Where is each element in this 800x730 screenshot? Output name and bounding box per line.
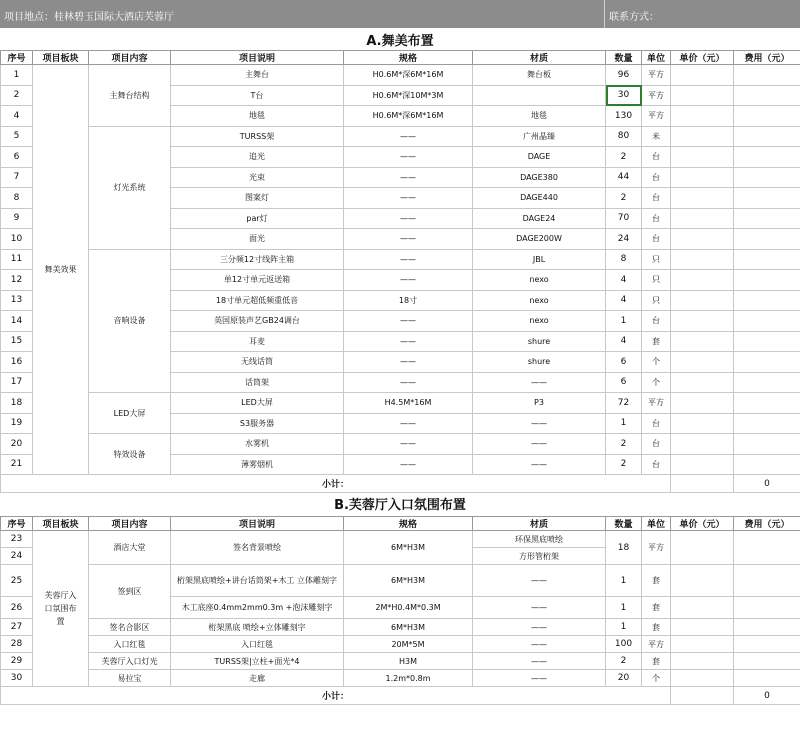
- col-module-header: 项目板块: [33, 517, 89, 531]
- material-cell[interactable]: DAGE440: [473, 188, 606, 209]
- price-cell[interactable]: [671, 126, 734, 147]
- project-location: 项目地点：桂林碧玉国际大酒店芙蓉厅: [4, 12, 174, 23]
- price-cell[interactable]: [671, 290, 734, 311]
- row-number: 7: [1, 167, 33, 188]
- material-cell[interactable]: nexo: [473, 270, 606, 291]
- price-cell[interactable]: [671, 167, 734, 188]
- price-cell[interactable]: [671, 65, 734, 86]
- cost-cell[interactable]: [734, 331, 800, 352]
- row-number: 4: [1, 106, 33, 127]
- qty-cell[interactable]: 1: [606, 619, 642, 636]
- spec-cell[interactable]: ——: [344, 208, 473, 229]
- cost-cell[interactable]: [734, 229, 800, 250]
- qty-cell[interactable]: 2: [606, 434, 642, 455]
- cost-cell[interactable]: [734, 65, 800, 86]
- spec-cell[interactable]: 2M*H0.4M*0.3M: [344, 597, 473, 619]
- desc-cell[interactable]: par灯: [171, 208, 344, 229]
- price-cell[interactable]: [671, 565, 734, 597]
- unit-cell[interactable]: 平方: [642, 65, 671, 86]
- material-cell[interactable]: ——: [473, 653, 606, 670]
- qty-cell[interactable]: 100: [606, 636, 642, 653]
- spec-cell[interactable]: ——: [344, 126, 473, 147]
- unit-cell[interactable]: 台: [642, 434, 671, 455]
- desc-cell[interactable]: 主舞台: [171, 65, 344, 86]
- price-cell[interactable]: [671, 636, 734, 653]
- row-number: 28: [1, 636, 33, 653]
- cost-cell[interactable]: [734, 454, 800, 475]
- row-number: 27: [1, 619, 33, 636]
- cost-cell[interactable]: [734, 393, 800, 414]
- content-cell: 签名合影区: [89, 619, 171, 636]
- col-qty-header: 数量: [606, 517, 642, 531]
- row-number: 26: [1, 597, 33, 619]
- price-cell[interactable]: [671, 106, 734, 127]
- material-cell[interactable]: nexo: [473, 311, 606, 332]
- qty-cell[interactable]: 1: [606, 413, 642, 434]
- material-cell[interactable]: P3: [473, 393, 606, 414]
- table-row: [1, 565, 800, 597]
- qty-cell[interactable]: 130: [606, 106, 642, 127]
- price-cell[interactable]: [671, 393, 734, 414]
- row-number: 18: [1, 393, 33, 414]
- content-cell: LED大屏: [89, 393, 171, 434]
- subtotal-spacer: [671, 475, 734, 493]
- col-price-header: 单价（元）: [671, 51, 734, 65]
- spec-cell[interactable]: 1.2m*0.8m: [344, 670, 473, 687]
- spec-cell[interactable]: 18寸: [344, 290, 473, 311]
- material-cell[interactable]: ——: [473, 434, 606, 455]
- material-cell[interactable]: DAGE24: [473, 208, 606, 229]
- price-cell[interactable]: [671, 249, 734, 270]
- material-cell[interactable]: ——: [473, 565, 606, 597]
- unit-cell[interactable]: 只: [642, 290, 671, 311]
- unit-cell[interactable]: 台: [642, 311, 671, 332]
- cost-cell[interactable]: [734, 85, 800, 106]
- contact-label: 联系方式：: [609, 12, 659, 23]
- material-cell[interactable]: shure: [473, 352, 606, 373]
- price-cell[interactable]: [671, 413, 734, 434]
- spec-cell[interactable]: H0.6M*深6M*16M: [344, 106, 473, 127]
- cost-cell[interactable]: [734, 653, 800, 670]
- content-cell: 特效设备: [89, 434, 171, 475]
- qty-cell[interactable]: 72: [606, 393, 642, 414]
- cost-cell[interactable]: [734, 352, 800, 373]
- unit-cell[interactable]: 只: [642, 270, 671, 291]
- price-cell[interactable]: [671, 147, 734, 168]
- content-cell: 音响设备: [89, 249, 171, 393]
- material-cell[interactable]: 广州晶臻: [473, 126, 606, 147]
- material-cell[interactable]: shure: [473, 331, 606, 352]
- price-cell[interactable]: [671, 208, 734, 229]
- spec-cell[interactable]: ——: [344, 270, 473, 291]
- spec-cell[interactable]: ——: [344, 352, 473, 373]
- unit-cell[interactable]: 个: [642, 352, 671, 373]
- material-cell[interactable]: ——: [473, 619, 606, 636]
- material-cell[interactable]: nexo: [473, 290, 606, 311]
- qty-cell[interactable]: 96: [606, 65, 642, 86]
- desc-cell[interactable]: 单12寸单元返送箱: [171, 270, 344, 291]
- qty-cell[interactable]: 18: [606, 531, 642, 565]
- table-row: [1, 65, 800, 86]
- material-cell[interactable]: DAGE380: [473, 167, 606, 188]
- spec-cell[interactable]: ——: [344, 434, 473, 455]
- row-number: 29: [1, 653, 33, 670]
- row-number: 13: [1, 290, 33, 311]
- unit-cell[interactable]: 套: [642, 653, 671, 670]
- unit-cell[interactable]: 个: [642, 372, 671, 393]
- row-number: 14: [1, 311, 33, 332]
- desc-cell[interactable]: 英国原装声艺GB24调台: [171, 311, 344, 332]
- qty-cell[interactable]: 4: [606, 331, 642, 352]
- col-cost-header: 费用（元）: [734, 51, 800, 65]
- desc-cell[interactable]: 木工底座0.4mm2mm0.3m +泡沫雕刻字: [171, 597, 344, 619]
- table-row: [1, 434, 800, 455]
- unit-cell[interactable]: 台: [642, 188, 671, 209]
- desc-cell[interactable]: 光束: [171, 167, 344, 188]
- subtotal-label: 小计：: [1, 475, 671, 493]
- cost-cell[interactable]: [734, 413, 800, 434]
- table-row: [1, 670, 800, 687]
- material-cell[interactable]: 环保黑底喷绘: [473, 531, 606, 548]
- col-price-header: 单价（元）: [671, 517, 734, 531]
- spec-cell[interactable]: ——: [344, 167, 473, 188]
- price-cell[interactable]: [671, 619, 734, 636]
- cost-cell[interactable]: [734, 106, 800, 127]
- price-cell[interactable]: [671, 85, 734, 106]
- col-unit-header: 单位: [642, 51, 671, 65]
- row-number: 23: [1, 531, 33, 548]
- row-number: 20: [1, 434, 33, 455]
- desc-cell[interactable]: 桁架黑底 喷绘+立体雕刻字: [171, 619, 344, 636]
- desc-cell[interactable]: 地毯: [171, 106, 344, 127]
- cost-cell[interactable]: [734, 565, 800, 597]
- cost-cell[interactable]: [734, 619, 800, 636]
- price-cell[interactable]: [671, 229, 734, 250]
- section-a-title: A.舞美布置: [366, 34, 434, 49]
- desc-cell[interactable]: 无线话筒: [171, 352, 344, 373]
- row-number: 2: [1, 85, 33, 106]
- desc-cell[interactable]: LED大屏: [171, 393, 344, 414]
- unit-cell[interactable]: 台: [642, 208, 671, 229]
- table-row: [1, 393, 800, 414]
- material-cell[interactable]: 地毯: [473, 106, 606, 127]
- spec-cell[interactable]: H4.5M*16M: [344, 393, 473, 414]
- col-cost-header: 费用（元）: [734, 517, 800, 531]
- desc-cell[interactable]: 话筒架: [171, 372, 344, 393]
- material-cell[interactable]: JBL: [473, 249, 606, 270]
- spec-cell[interactable]: 20M*5M: [344, 636, 473, 653]
- unit-cell[interactable]: 套: [642, 331, 671, 352]
- unit-cell[interactable]: 米: [642, 126, 671, 147]
- desc-cell[interactable]: T台: [171, 85, 344, 106]
- spec-cell[interactable]: ——: [344, 454, 473, 475]
- material-cell[interactable]: DAGE: [473, 147, 606, 168]
- subtotal-label: 小计：: [1, 687, 671, 705]
- spec-cell[interactable]: H0.6M*深6M*16M: [344, 65, 473, 86]
- spec-cell[interactable]: ——: [344, 249, 473, 270]
- qty-cell[interactable]: 70: [606, 208, 642, 229]
- cost-cell[interactable]: [734, 636, 800, 653]
- price-cell[interactable]: [671, 434, 734, 455]
- content-cell: 酒店大堂: [89, 531, 171, 565]
- section-b-table: [0, 516, 800, 705]
- qty-cell[interactable]: 4: [606, 290, 642, 311]
- qty-cell[interactable]: 1: [606, 311, 642, 332]
- col-no-header: 序号: [1, 517, 33, 531]
- desc-cell[interactable]: 三分频12寸线阵主箱: [171, 249, 344, 270]
- unit-cell[interactable]: 平方: [642, 636, 671, 653]
- col-content-header: 项目内容: [89, 51, 171, 65]
- row-number: 25: [1, 565, 33, 597]
- cost-cell[interactable]: [734, 434, 800, 455]
- unit-cell[interactable]: 只: [642, 249, 671, 270]
- spec-cell[interactable]: ——: [344, 331, 473, 352]
- unit-cell[interactable]: 台: [642, 167, 671, 188]
- col-spec-header: 规格: [344, 51, 473, 65]
- col-spec-header: 规格: [344, 517, 473, 531]
- material-cell[interactable]: 方形管桁架: [473, 548, 606, 565]
- unit-cell[interactable]: 台: [642, 147, 671, 168]
- price-cell[interactable]: [671, 352, 734, 373]
- qty-cell[interactable]: 2: [606, 188, 642, 209]
- row-number: 30: [1, 670, 33, 687]
- desc-cell[interactable]: 耳麦: [171, 331, 344, 352]
- material-cell[interactable]: 舞台板: [473, 65, 606, 86]
- row-number: 8: [1, 188, 33, 209]
- desc-cell[interactable]: 水雾机: [171, 434, 344, 455]
- subtotal-value[interactable]: 0: [734, 475, 800, 493]
- cost-cell[interactable]: [734, 249, 800, 270]
- content-cell: 灯光系统: [89, 126, 171, 249]
- unit-cell[interactable]: 个: [642, 670, 671, 687]
- desc-cell[interactable]: 18寸单元超低频重低音: [171, 290, 344, 311]
- section-b-header-row: [1, 517, 800, 531]
- row-number: 24: [1, 548, 33, 565]
- cost-cell[interactable]: [734, 597, 800, 619]
- row-number: 16: [1, 352, 33, 373]
- qty-cell[interactable]: 44: [606, 167, 642, 188]
- table-row: [1, 249, 800, 270]
- cost-cell[interactable]: [734, 167, 800, 188]
- col-unit-header: 单位: [642, 517, 671, 531]
- unit-cell[interactable]: 平方: [642, 393, 671, 414]
- col-no-header: 序号: [1, 51, 33, 65]
- material-cell[interactable]: DAGE200W: [473, 229, 606, 250]
- table-row: [1, 531, 800, 548]
- spec-cell[interactable]: ——: [344, 147, 473, 168]
- qty-cell[interactable]: 1: [606, 597, 642, 619]
- content-cell: 签到区: [89, 565, 171, 619]
- qty-cell[interactable]: 6: [606, 372, 642, 393]
- row-number: 6: [1, 147, 33, 168]
- table-row: [1, 653, 800, 670]
- price-cell[interactable]: [671, 331, 734, 352]
- module-cell: 舞美效果: [33, 65, 89, 475]
- subtotal-row: [1, 475, 800, 493]
- unit-cell[interactable]: 平方: [642, 531, 671, 565]
- subtotal-value[interactable]: 0: [734, 687, 800, 705]
- qty-cell[interactable]: 1: [606, 565, 642, 597]
- spec-cell[interactable]: ——: [344, 229, 473, 250]
- qty-cell[interactable]: 2: [606, 454, 642, 475]
- material-cell[interactable]: ——: [473, 454, 606, 475]
- unit-cell[interactable]: 平方: [642, 106, 671, 127]
- spec-cell[interactable]: 6M*H3M: [344, 619, 473, 636]
- cost-cell[interactable]: [734, 531, 800, 565]
- cost-cell[interactable]: [734, 126, 800, 147]
- price-cell[interactable]: [671, 372, 734, 393]
- cost-cell[interactable]: [734, 208, 800, 229]
- unit-cell[interactable]: 台: [642, 454, 671, 475]
- unit-cell[interactable]: 套: [642, 565, 671, 597]
- cost-cell[interactable]: [734, 311, 800, 332]
- section-a-header-row: [1, 51, 800, 65]
- desc-cell[interactable]: 面光: [171, 229, 344, 250]
- row-number: 1: [1, 65, 33, 86]
- spec-cell[interactable]: 6M*H3M: [344, 565, 473, 597]
- qty-cell[interactable]: 4: [606, 270, 642, 291]
- unit-cell[interactable]: 台: [642, 413, 671, 434]
- price-cell[interactable]: [671, 597, 734, 619]
- unit-cell[interactable]: 平方: [642, 85, 671, 106]
- spec-cell[interactable]: H0.6M*深10M*3M: [344, 85, 473, 106]
- qty-cell[interactable]: 20: [606, 670, 642, 687]
- material-cell[interactable]: ——: [473, 597, 606, 619]
- cost-cell[interactable]: [734, 670, 800, 687]
- price-cell[interactable]: [671, 653, 734, 670]
- price-cell[interactable]: [671, 188, 734, 209]
- material-cell[interactable]: ——: [473, 636, 606, 653]
- price-cell[interactable]: [671, 670, 734, 687]
- desc-cell[interactable]: S3服务器: [171, 413, 344, 434]
- content-cell: 主舞台结构: [89, 65, 171, 127]
- qty-cell[interactable]: 2: [606, 653, 642, 670]
- material-cell[interactable]: ——: [473, 372, 606, 393]
- material-cell[interactable]: ——: [473, 670, 606, 687]
- spec-cell[interactable]: ——: [344, 311, 473, 332]
- table-row: [1, 619, 800, 636]
- sheet-header-bar: [0, 0, 800, 28]
- row-number: 5: [1, 126, 33, 147]
- spec-cell[interactable]: ——: [344, 372, 473, 393]
- row-number: 11: [1, 249, 33, 270]
- material-cell[interactable]: ——: [473, 413, 606, 434]
- content-cell: 芙蓉厅入口灯光: [89, 653, 171, 670]
- desc-cell[interactable]: 签名背景喷绘: [171, 531, 344, 565]
- col-material-header: 材质: [473, 51, 606, 65]
- row-number: 10: [1, 229, 33, 250]
- col-desc-header: 项目说明: [171, 517, 344, 531]
- desc-cell[interactable]: 薄雾烟机: [171, 454, 344, 475]
- col-qty-header: 数量: [606, 51, 642, 65]
- spec-cell[interactable]: H3M: [344, 653, 473, 670]
- col-material-header: 材质: [473, 517, 606, 531]
- content-cell: 易拉宝: [89, 670, 171, 687]
- spec-cell[interactable]: ——: [344, 188, 473, 209]
- table-row: [1, 126, 800, 147]
- row-number: 19: [1, 413, 33, 434]
- qty-cell[interactable]: 8: [606, 249, 642, 270]
- subtotal-row: [1, 687, 800, 705]
- section-b-title: B.芙蓉厅入口氛围布置: [334, 498, 466, 513]
- header-divider: [604, 0, 605, 28]
- cost-cell[interactable]: [734, 290, 800, 311]
- desc-cell[interactable]: 追光: [171, 147, 344, 168]
- qty-cell[interactable]: 80: [606, 126, 642, 147]
- spec-cell[interactable]: 6M*H3M: [344, 531, 473, 565]
- row-number: 17: [1, 372, 33, 393]
- desc-cell[interactable]: 桁架黑底喷绘+讲台话筒架+木工 立体雕刻字: [171, 565, 344, 597]
- desc-cell[interactable]: TURSS架: [171, 126, 344, 147]
- desc-cell[interactable]: TURSS架|立柱+面光*4: [171, 653, 344, 670]
- qty-cell[interactable]: 6: [606, 352, 642, 373]
- material-cell[interactable]: [473, 85, 606, 106]
- price-cell[interactable]: [671, 270, 734, 291]
- unit-cell[interactable]: 套: [642, 597, 671, 619]
- qty-cell-selected[interactable]: 30: [606, 85, 642, 106]
- unit-cell[interactable]: 套: [642, 619, 671, 636]
- module-cell: 芙蓉厅入口氛围布置: [33, 531, 89, 687]
- qty-cell[interactable]: 24: [606, 229, 642, 250]
- content-cell: 入口红毯: [89, 636, 171, 653]
- unit-cell[interactable]: 台: [642, 229, 671, 250]
- cost-cell[interactable]: [734, 188, 800, 209]
- desc-cell[interactable]: 图案灯: [171, 188, 344, 209]
- col-desc-header: 项目说明: [171, 51, 344, 65]
- qty-cell[interactable]: 2: [606, 147, 642, 168]
- row-number: 21: [1, 454, 33, 475]
- subtotal-spacer: [671, 687, 734, 705]
- desc-cell[interactable]: 入口红毯: [171, 636, 344, 653]
- cost-cell[interactable]: [734, 147, 800, 168]
- cost-cell[interactable]: [734, 372, 800, 393]
- row-number: 9: [1, 208, 33, 229]
- row-number: 12: [1, 270, 33, 291]
- cost-cell[interactable]: [734, 270, 800, 291]
- price-cell[interactable]: [671, 311, 734, 332]
- section-a-table: [0, 50, 800, 493]
- col-module-header: 项目板块: [33, 51, 89, 65]
- spec-cell[interactable]: ——: [344, 413, 473, 434]
- table-row: [1, 636, 800, 653]
- price-cell[interactable]: [671, 531, 734, 565]
- price-cell[interactable]: [671, 454, 734, 475]
- desc-cell[interactable]: 走廊: [171, 670, 344, 687]
- col-content-header: 项目内容: [89, 517, 171, 531]
- row-number: 15: [1, 331, 33, 352]
